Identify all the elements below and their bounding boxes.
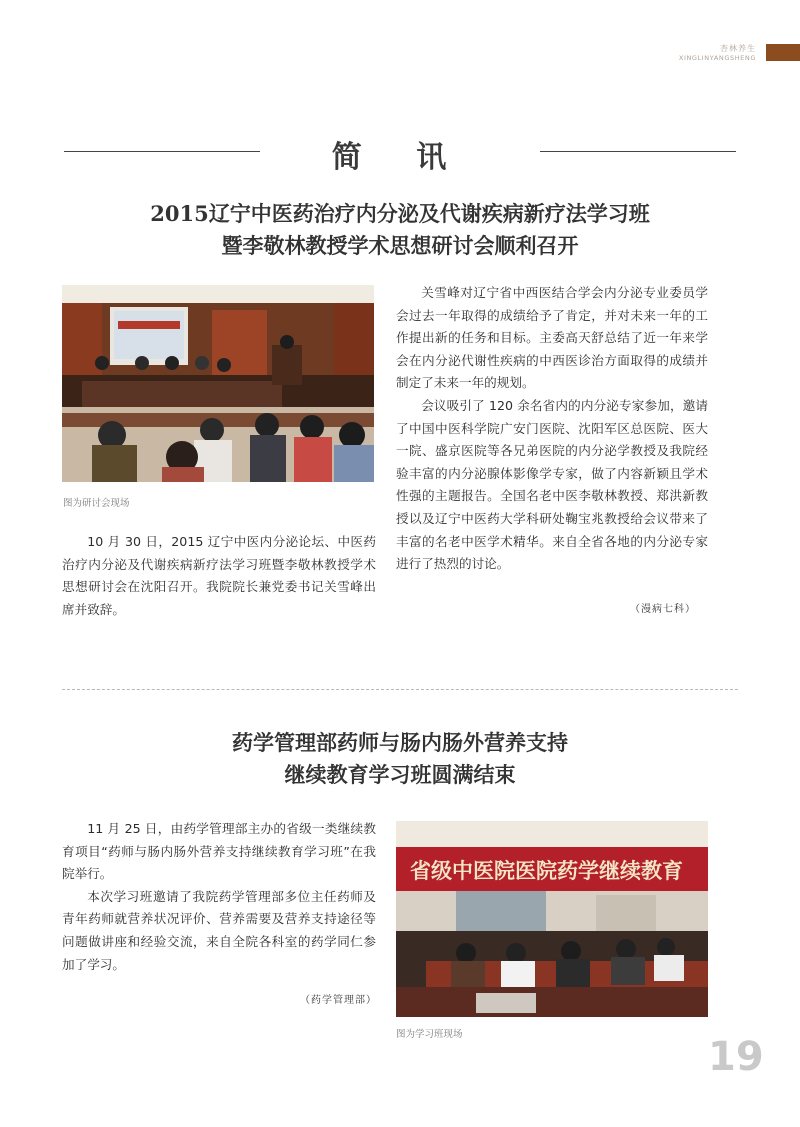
- article1-photo: [62, 285, 374, 482]
- article2-signoff: （药学管理部）: [300, 995, 377, 1006]
- header-accent-bar: [766, 44, 800, 61]
- article1-signoff: （漫病七科）: [630, 604, 696, 615]
- article1-photo-caption: 图为研讨会现场: [63, 498, 130, 509]
- article1-para-left-text: 10 月 30 日，2015 辽宁中医内分泌论坛、中医药治疗内分泌及代谢疾病新疗法学习班暨李敬林教授学术思想研讨会在沈阳召开。我院院长兼党委书记关雪峰出席并致辞。: [62, 534, 376, 617]
- article2-title-line2: 继续教育学习班圆满结束: [284, 762, 516, 787]
- article1-title-line2: 暨李敬林教授学术思想研讨会顺利召开: [221, 233, 579, 258]
- title-rule-left: [64, 151, 260, 152]
- article2-title-line1: 药学管理部药师与肠内肠外营养支持: [232, 730, 568, 755]
- article1-para-right-2: 会议吸引了 120 余名省内的内分泌专家参加，邀请了中国中医科学院广安门医院、沈阳军区总医院、医大一院、盛京医院等各兄弟医院的内分泌学教授及我院经验丰富的内分泌腺体影像学专家，做了内容新颖且学术性强的主题报告。全国名老中医李敬林教授、郑洪新教授以及辽宁中医药大学科研处鞠宝兆教授给会议带来了丰富的名老中医学术精华。来自全省各地的内分泌专家进行了热烈的讨论。: [396, 397, 708, 572]
- article1-para-right: [396, 282, 708, 576]
- header-section-en: XINGLINYANGSHENG: [678, 54, 756, 62]
- article2-photo: [396, 821, 708, 1017]
- article2-para-1: 11 月 25 日，由药学管理部主办的省级一类继续教育项目“药师与肠内肠外营养支持继续教育学习班”在我院举行。: [62, 821, 376, 882]
- article2-para-2: 本次学习班邀请了我院药学管理部多位主任药师及青年药师就营养状况评价、营养需要及营养支持途径等问题做讲座和经验交流，来自全院各科室的药学同仁参加了学习。: [62, 888, 376, 972]
- title-rule-right: [540, 151, 736, 152]
- header-section-cn: 杏林养生: [720, 44, 756, 53]
- page-number: 19: [708, 1034, 764, 1080]
- article1-title-line1: 2015辽宁中医药治疗内分泌及代谢疾病新疗法学习班: [150, 201, 650, 226]
- article2-photo-caption: 图为学习班现场: [396, 1029, 463, 1040]
- article-divider: [62, 689, 738, 690]
- article1-para-left: [62, 531, 376, 621]
- article2-banner-text: 省级中医院医院药学继续教育: [410, 859, 683, 883]
- article2-paragraphs: [62, 818, 376, 976]
- section-title: 简 讯: [331, 140, 469, 175]
- article1-para-right-1: 关雪峰对辽宁省中西医结合学会内分泌专业委员学会过去一年取得的成绩给予了肯定，并对未来一年的工作提出新的任务和目标。主委高天舒总结了近一年来学会在内分泌代谢性疾病的中西医诊治方面取得的成绩并制定了未来一年的规划。: [396, 285, 708, 391]
